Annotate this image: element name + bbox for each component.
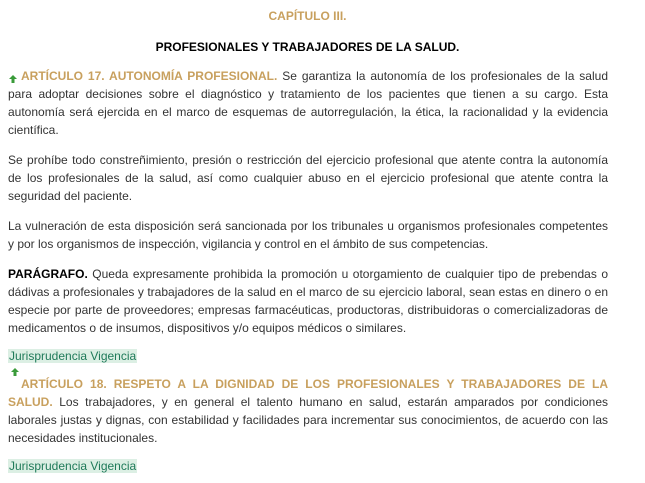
article-17-paragrafo (8, 265, 608, 337)
article-17-paragraph-2: Se prohíbe todo constreñimiento, presión o restricción del ejercicio profesional que atente contra la autonomía de los profesionales de la salud, así como cualquier abuso en el ejercicio profesional que atente contra la seguridad del paciente. (8, 153, 608, 203)
article-18-title: ARTÍCULO 18. RESPETO A LA DIGNIDAD DE LOS PROFESIONALES Y TRABAJADORES DE LA SALUD. (8, 377, 608, 409)
article-18-paragraph (8, 375, 608, 447)
paragrafo-body: Queda expresamente prohibida la promoción u otorgamiento de cualquier tipo de prebendas o dádivas a profesionales y trabajadores de la salud en el marco de su ejercicio laboral, sean estas en dinero o en especie por parte de proveedores; empresas farmacéuticas, productoras, distribuidoras o comercializadoras de medicamentos o de insumos, dispositivos y/o equipos médicos o similares. (8, 267, 608, 335)
jurisprudencia-vigencia-link-17[interactable]: Jurisprudencia Vigencia (9, 349, 137, 363)
jurisprudencia-vigencia-link-18[interactable]: Jurisprudencia Vigencia (9, 459, 137, 473)
paragrafo-label: PARÁGRAFO. (8, 267, 88, 281)
article-17-paragraph-3: La vulneración de esta disposición será sancionada por los tribunales u organismos profesionales competentes y por los organismos de inspección, vigilancia y control en el ámbito de sus competencias. (8, 219, 608, 251)
section-title: PROFESIONALES Y TRABAJADORES DE LA SALUD. (155, 40, 460, 54)
article-18-body: Los trabajadores, y en general el talento humano en salud, estarán amparados por condiciones laborales justas y dignas, con estabilidad y facilidades para incrementar sus conocimientos, de acuerdo con las necesidades institucionales. (8, 395, 608, 445)
article-17-paragraph (8, 67, 608, 139)
chapter-heading: CAPÍTULO III. (268, 9, 347, 23)
article-17-body: Se garantiza la autonomía de los profesionales de la salud para adoptar decisiones sobre el diagnóstico y tratamiento de los pacientes que tienen a su cargo. Esta autonomía será ejercida en el marco de esquemas de autorregulación, la ética, la racionalidad y la evidencia científica. (8, 69, 608, 137)
article-17-title: ARTÍCULO 17. AUTONOMÍA PROFESIONAL. (21, 69, 278, 83)
up-arrow-icon[interactable] (8, 71, 18, 81)
